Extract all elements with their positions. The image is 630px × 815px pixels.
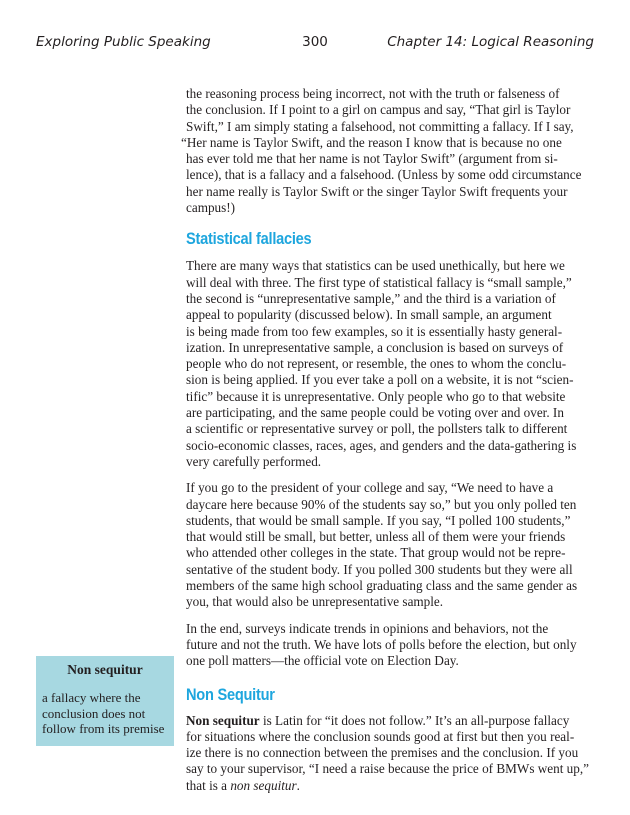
sidebar-definition bbox=[42, 690, 168, 737]
book-title: Exploring Public Speaking bbox=[36, 34, 211, 50]
text-line: are participating, and the same people could be voting over and over. In bbox=[186, 405, 564, 421]
text-line: a scientific or representative survey or poll, the pollsters talk to different bbox=[186, 421, 568, 437]
text-line: her name really is Taylor Swift or the singer Taylor Swift frequents your bbox=[186, 183, 568, 199]
text-line: who attended other colleges in the state. That group would not be repre- bbox=[186, 545, 566, 561]
text-line: sion is being applied. If you ever take a poll on a website, it is not “scien- bbox=[186, 372, 574, 388]
text-line: In the end, surveys indicate trends in opinions and behaviors, not the bbox=[186, 620, 549, 636]
text-line: There are many ways that statistics can be used unethically, but here we bbox=[186, 258, 565, 274]
text-line: the second is “unrepresentative sample,” and the third is a variation of bbox=[186, 290, 556, 306]
statistical-paragraph-3 bbox=[186, 621, 596, 670]
text-line: for situations where the conclusion sounds good at first but then you real- bbox=[186, 728, 575, 744]
text-line: students, that would be small sample. If you say, “I polled 100 students,” bbox=[186, 512, 571, 528]
statistical-paragraph-2 bbox=[186, 480, 596, 610]
text-fragment: that is a bbox=[186, 777, 231, 793]
text-line: say to your supervisor, “I need a raise because the price of BMWs went up,” bbox=[186, 761, 590, 777]
definition-line: a fallacy where the bbox=[42, 690, 141, 705]
intro-paragraph bbox=[181, 86, 596, 216]
text-line: people who do not represent, or resemble, the ones to whom the conclu- bbox=[186, 356, 567, 372]
text-line: ization. In unrepresentative sample, a conclusion is based on surveys of bbox=[186, 339, 564, 355]
italic-term: non sequitur bbox=[230, 777, 297, 793]
definition-line: follow from its premise bbox=[42, 721, 165, 736]
text-line bbox=[186, 778, 596, 794]
text-line: has ever told me that her name is not Taylor Swift” (argument from si- bbox=[186, 151, 558, 167]
non-sequitur-paragraph bbox=[186, 713, 596, 794]
text-fragment: . bbox=[296, 777, 300, 793]
text-line: the conclusion. If I point to a girl on campus and say, “That girl is Taylor bbox=[186, 102, 571, 118]
page-number: 300 bbox=[302, 34, 328, 50]
text-line: If you go to the president of your college and say, “We need to have a bbox=[186, 480, 554, 496]
text-line: appeal to popularity (discussed below). In small sample, an argument bbox=[186, 307, 552, 323]
term-non-sequitur: Non sequitur bbox=[186, 712, 260, 728]
definition-line: conclusion does not bbox=[42, 705, 146, 721]
text-line: members of the same high school graduating class and the same gender as bbox=[186, 578, 578, 594]
sidebar-title: Non sequitur bbox=[67, 662, 143, 677]
section-heading-statistical-fallacies: Statistical fallacies bbox=[186, 229, 312, 249]
main-text-column bbox=[181, 86, 596, 794]
glossary-sidebar bbox=[36, 656, 174, 746]
text-line bbox=[186, 713, 596, 729]
text-line: the reasoning process being incorrect, not with the truth or falseness of bbox=[186, 86, 560, 101]
text-line: campus!) bbox=[186, 200, 236, 216]
text-line: future and not the truth. We have lots of polls before the election, but only bbox=[186, 636, 577, 652]
text-line: lence), that is a fallacy and a falsehood. (Unless by some odd circumstance bbox=[186, 167, 582, 183]
text-line: Swift,” I am simply stating a falsehood, not committing a fallacy. If I say, bbox=[186, 118, 574, 134]
running-header bbox=[36, 34, 594, 54]
text-line: ize there is no connection between the premises and the conclusion. If you bbox=[186, 745, 579, 761]
text-line: “Her name is Taylor Swift, and the reason I know that is because no one bbox=[181, 134, 562, 150]
text-fragment: is Latin for “it does not follow.” It’s an all-purpose fallacy bbox=[259, 712, 570, 728]
text-line: one poll matters—the official vote on Election Day. bbox=[186, 653, 459, 669]
text-line: tific” because it is unrepresentative. Only people who go to that website bbox=[186, 388, 566, 404]
text-line: very carefully performed. bbox=[186, 453, 322, 469]
text-line: will deal with three. The first type of statistical fallacy is “small sample,” bbox=[186, 274, 572, 290]
text-line: sentative of the student body. If you polled 300 students but they were all bbox=[186, 561, 573, 577]
text-line: that would still be small, but better, unless all of them were your friends bbox=[186, 529, 566, 545]
statistical-paragraph-1 bbox=[186, 258, 596, 470]
section-heading-non-sequitur: Non Sequitur bbox=[186, 684, 275, 704]
text-line: socio-economic classes, races, ages, and genders and the data-gathering is bbox=[186, 437, 577, 453]
text-line: daycare here because 90% of the students say so,” but you only polled ten bbox=[186, 496, 577, 512]
chapter-title: Chapter 14: Logical Reasoning bbox=[387, 34, 594, 50]
text-line: is being made from too few examples, so it is essentially hasty general- bbox=[186, 323, 563, 339]
text-line: you, that would also be unrepresentative sample. bbox=[186, 594, 444, 610]
